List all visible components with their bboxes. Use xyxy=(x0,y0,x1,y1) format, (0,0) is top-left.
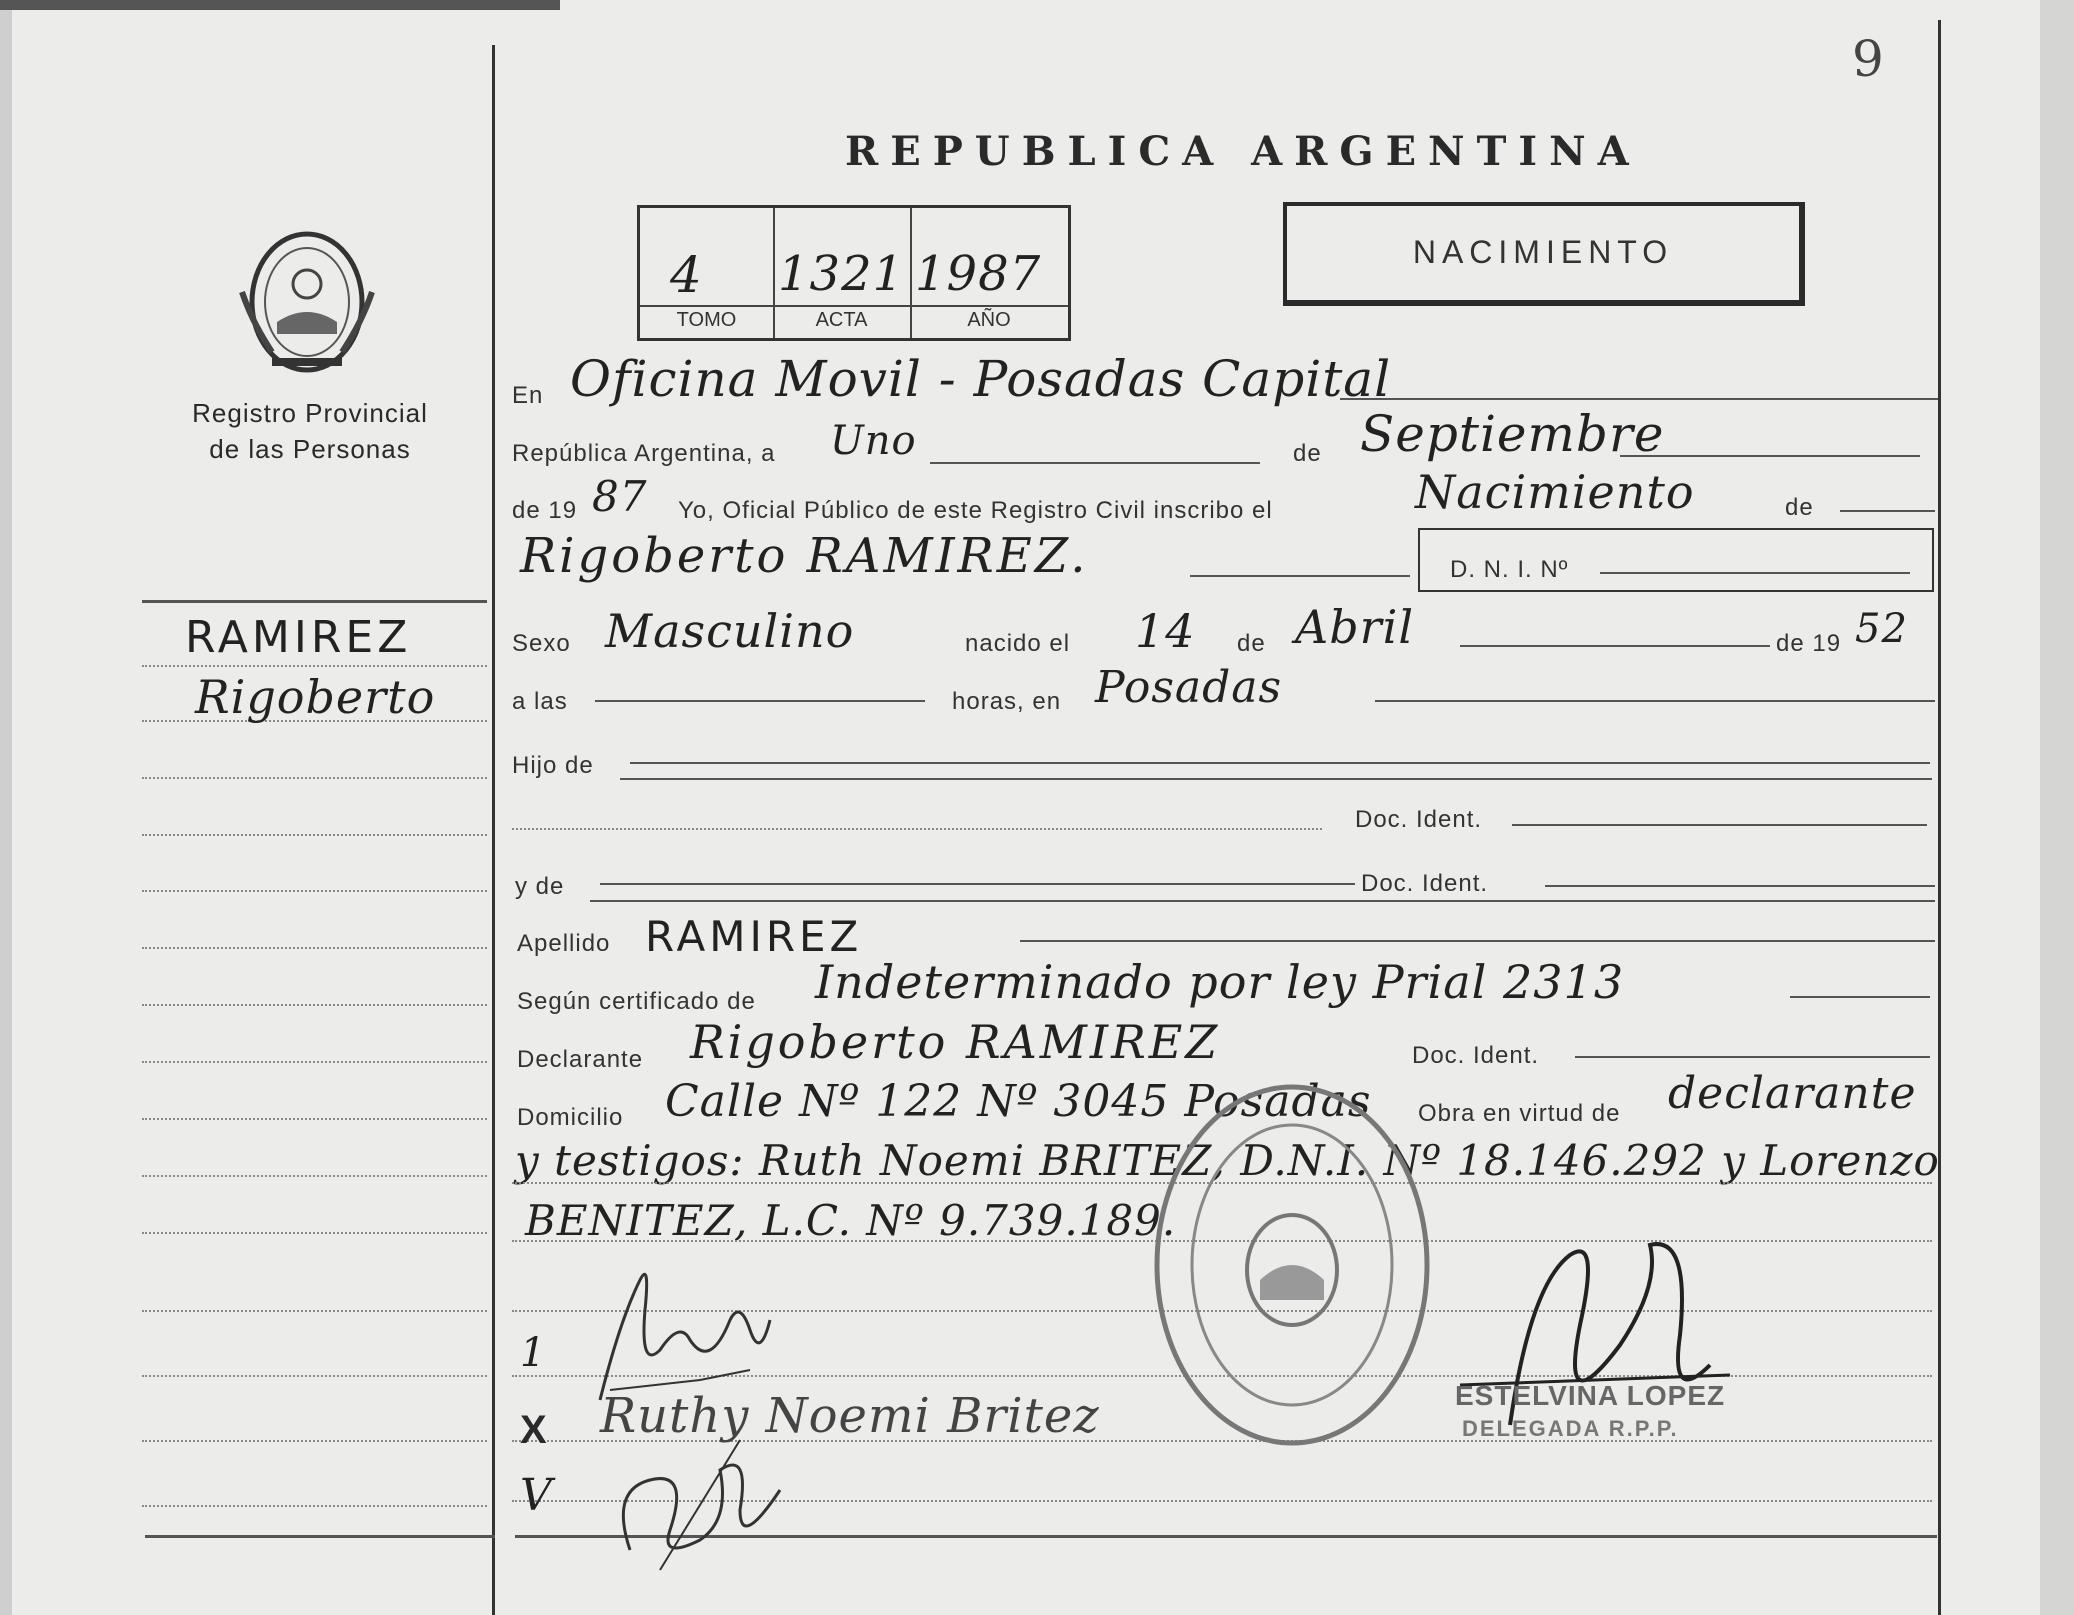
y-de-label: y de xyxy=(515,873,565,900)
day-value: Uno xyxy=(830,418,917,464)
ano-label: AÑO xyxy=(967,309,1011,331)
field-line xyxy=(1620,455,1920,457)
de-label: de xyxy=(1293,440,1322,467)
obra-value: declarante xyxy=(1668,1068,1917,1119)
field-line xyxy=(595,700,925,702)
yo-text: Yo, Oficial Público de este Registro Civil inscribo el xyxy=(678,497,1273,524)
margin-line xyxy=(142,1175,487,1177)
official-stamp-icon xyxy=(1150,1080,1435,1450)
registry-name-line2: de las Personas xyxy=(209,434,411,464)
field-line xyxy=(1575,1056,1930,1058)
witness-line-2: BENITEZ, L.C. Nº 9.739.189. xyxy=(525,1196,1177,1245)
segun-label: Según certificado de xyxy=(517,988,756,1015)
en-value: Oficina Movil - Posadas Capital xyxy=(570,350,1392,408)
sexo-label: Sexo xyxy=(512,630,571,657)
margin-given-name: Rigoberto xyxy=(195,670,436,724)
margin-line xyxy=(142,1004,487,1006)
doc-ident-2: Doc. Ident. xyxy=(1361,870,1489,897)
place-value: Posadas xyxy=(1095,662,1283,713)
margin-line xyxy=(142,834,487,836)
field-line xyxy=(630,762,1930,764)
country-title: REPUBLICA ARGENTINA xyxy=(845,128,1641,175)
de-label-2: de xyxy=(1785,494,1814,521)
page-number: 9 xyxy=(1852,30,1884,88)
record-type-label: NACIMIENTO xyxy=(1412,234,1674,270)
field-line xyxy=(1340,398,1938,400)
field-line xyxy=(590,900,1935,902)
declarante-value: Rigoberto RAMIREZ xyxy=(690,1015,1221,1069)
birth-day: 14 xyxy=(1135,604,1196,658)
margin-line xyxy=(142,1440,487,1442)
province-seal xyxy=(232,222,382,382)
birth-year: 52 xyxy=(1855,606,1908,652)
month-value: Septiembre xyxy=(1360,405,1665,463)
margin-line xyxy=(142,1375,487,1377)
margin-line xyxy=(142,1061,487,1063)
signature-witness-1: Ruthy Noemi Britez xyxy=(600,1388,1100,1444)
signature-mark-1: 1 xyxy=(520,1330,547,1376)
apellido-value: RAMIREZ xyxy=(645,912,863,961)
margin-line xyxy=(142,777,487,779)
signature-witness-2-icon xyxy=(600,1430,820,1580)
birth-month: Abril xyxy=(1295,600,1415,654)
en-label: En xyxy=(512,382,544,409)
misiones-seal-icon xyxy=(232,222,382,382)
doc-ident-1: Doc. Ident. xyxy=(1355,806,1483,833)
margin-line xyxy=(142,947,487,949)
domicilio-label: Domicilio xyxy=(517,1104,624,1131)
domicilio-value: Calle Nº 122 Nº 3045 Posadas xyxy=(665,1076,1372,1127)
field-line xyxy=(1375,700,1935,702)
field-line xyxy=(600,883,1355,885)
field-line xyxy=(1190,575,1410,577)
ano-value: 1987 xyxy=(915,246,1042,302)
tomo-value: 4 xyxy=(670,246,703,304)
witness-line-1: y testigos: Ruth Noemi BRITEZ, D.N.I. Nº 18.146.292 y Lorenzo xyxy=(515,1136,1940,1185)
margin-line xyxy=(142,1118,487,1120)
a-las-label: a las xyxy=(512,688,568,715)
top-edge-shadow xyxy=(0,0,560,10)
field-line xyxy=(1020,940,1935,942)
de-label-3: de xyxy=(1237,630,1266,657)
acta-value: 1321 xyxy=(778,246,905,302)
official-title: DELEGADA R.P.P. xyxy=(1462,1416,1679,1441)
field-line xyxy=(1600,572,1910,574)
field-line xyxy=(930,462,1260,464)
doc-ident-3: Doc. Ident. xyxy=(1412,1042,1540,1069)
margin-line xyxy=(142,1232,487,1234)
year-value: 87 xyxy=(592,472,648,521)
volume-box xyxy=(637,205,1071,341)
republica-label: República Argentina, a xyxy=(512,440,776,467)
acto-value: Nacimiento xyxy=(1415,465,1695,519)
registry-name xyxy=(170,395,450,467)
registry-name-line1: Registro Provincial xyxy=(192,398,428,428)
person-value: Rigoberto RAMIREZ. xyxy=(520,528,1089,584)
tomo-label: TOMO xyxy=(676,309,737,331)
right-border xyxy=(1938,20,1941,1615)
margin-line xyxy=(142,1310,487,1312)
field-line xyxy=(1840,510,1935,512)
obra-label: Obra en virtud de xyxy=(1418,1100,1621,1127)
hijo-label: Hijo de xyxy=(512,752,594,779)
acta-label: ACTA xyxy=(815,309,868,331)
page-edge xyxy=(2040,0,2074,1615)
nacido-label: nacido el xyxy=(965,630,1071,657)
field-line xyxy=(1545,885,1935,887)
margin-line xyxy=(142,665,487,667)
dni-label: D. N. I. Nº xyxy=(1450,556,1569,583)
margin-rule-top xyxy=(142,600,487,603)
margin-surname: RAMIREZ xyxy=(185,612,412,663)
field-line xyxy=(1790,996,1930,998)
margin-line xyxy=(142,890,487,892)
official-name: ESTELVINA LOPEZ xyxy=(1455,1380,1726,1411)
dni-box xyxy=(1418,528,1934,592)
segun-value: Indeterminado por ley Prial 2313 xyxy=(815,955,1625,1009)
sexo-value: Masculino xyxy=(605,604,855,658)
horas-label: horas, en xyxy=(952,688,1062,715)
year-label-2: de 19 xyxy=(1776,630,1842,657)
field-line xyxy=(1512,824,1927,826)
record-type-box xyxy=(1283,202,1805,306)
signature-mark-2: X xyxy=(520,1408,547,1452)
signature-mark-3: V xyxy=(520,1470,553,1521)
field-line xyxy=(512,828,1322,830)
declarante-label: Declarante xyxy=(517,1046,644,1073)
year-prefix: de 19 xyxy=(512,497,578,524)
margin-rule-bottom xyxy=(145,1535,495,1538)
apellido-label: Apellido xyxy=(517,930,611,957)
margin-line xyxy=(142,1505,487,1507)
field-line xyxy=(1460,645,1770,647)
field-line xyxy=(620,778,1932,780)
column-divider xyxy=(492,45,495,1615)
